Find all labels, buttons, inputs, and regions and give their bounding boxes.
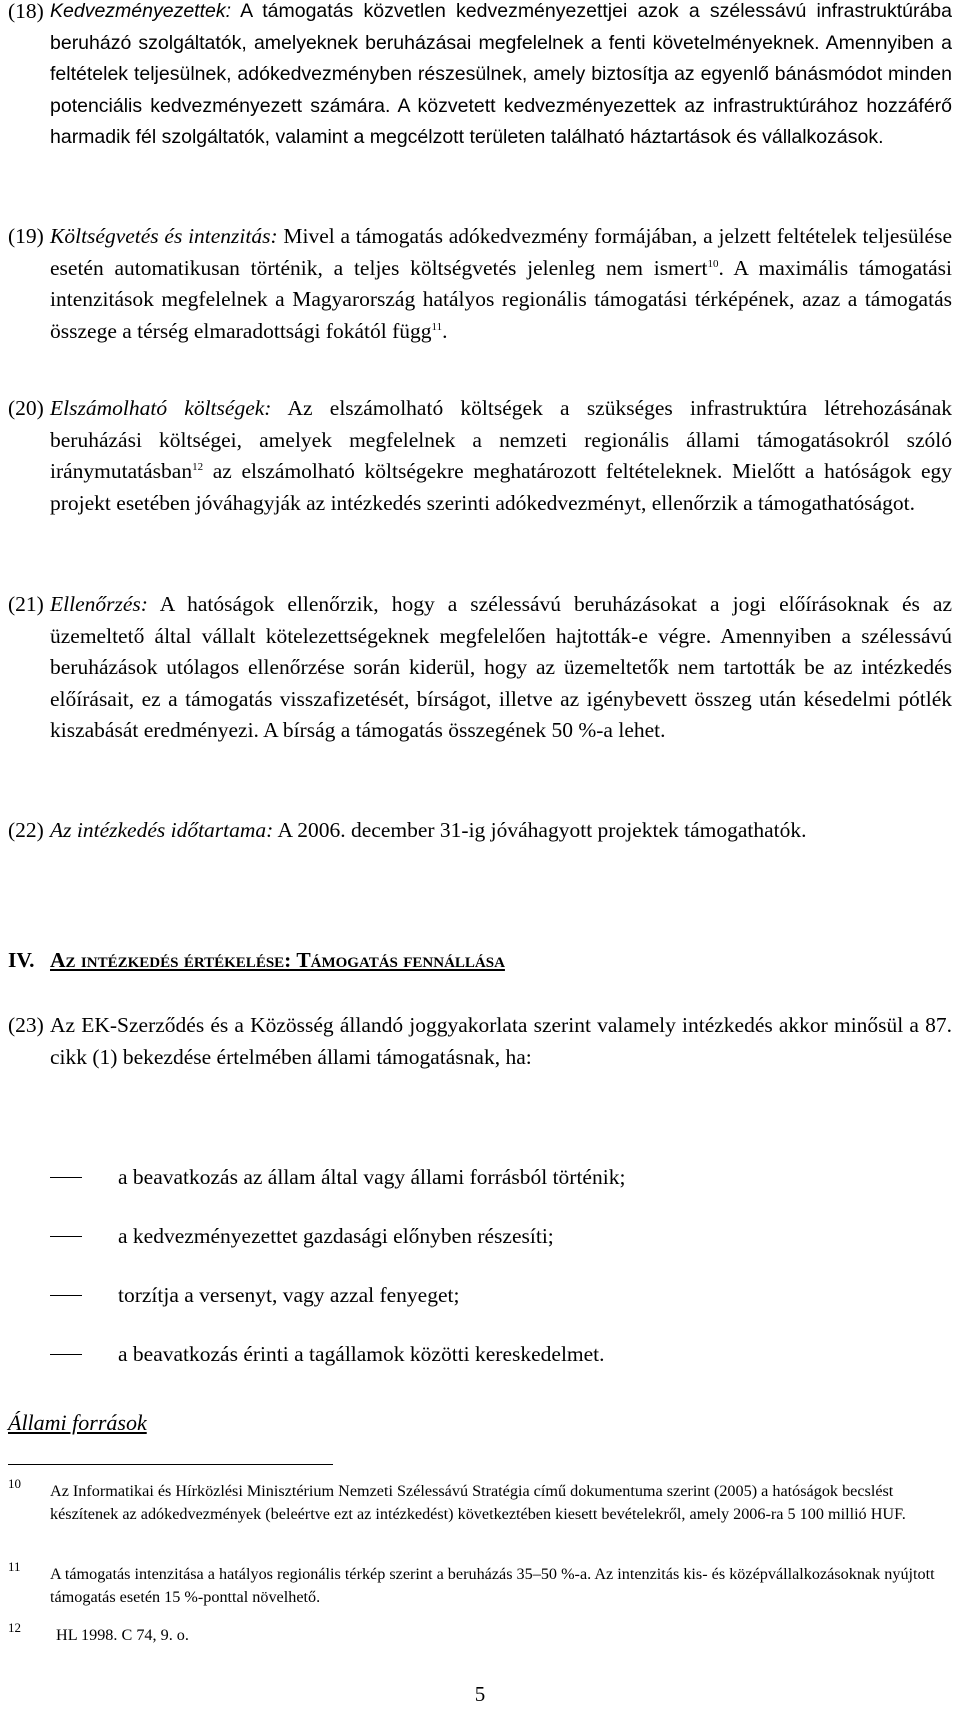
footnote-number: 11 xyxy=(8,1559,21,1574)
list-item-text: a kedvezményezettet gazdasági előnyben részesíti; xyxy=(118,1224,554,1248)
paragraph-23 xyxy=(8,1010,952,1073)
footnote-10 xyxy=(8,1476,952,1526)
paragraph-number: (20) xyxy=(8,396,44,420)
footnote-number: 12 xyxy=(8,1620,21,1635)
paragraph-text: A 2006. december 31-ig jóváhagyott projektek támogathatók. xyxy=(273,818,807,842)
list-item-text: a beavatkozás érinti a tagállamok közötti kereskedelmet. xyxy=(118,1342,605,1366)
paragraph-body xyxy=(50,0,952,154)
footnote-number: 10 xyxy=(8,1476,21,1491)
paragraph-number: (18) xyxy=(8,0,44,23)
list-item-text: torzítja a versenyt, vagy azzal fenyeget; xyxy=(118,1283,460,1307)
footnote-divider xyxy=(8,1464,333,1465)
footnote-ref[interactable]: 11 xyxy=(431,320,443,333)
subheading: Állami források xyxy=(8,1410,147,1435)
paragraph-text: . xyxy=(442,318,448,343)
footnote-ref[interactable]: 10 xyxy=(707,257,719,270)
list-item xyxy=(50,1325,930,1384)
criteria-list xyxy=(50,1148,930,1384)
dash-marker xyxy=(50,1236,82,1237)
paragraph-text: Mivel a támogatás adókedvezmény formájában, a jelzett feltételek teljesülése esetén automatikusan történik, a teljes költségvetés jelenleg nem ismert xyxy=(50,224,953,280)
paragraph-text: Az elszámolható költségek a szükséges infrastruktúra létrehozásának beruházási költségei, amelyek megfelelnek a nemzeti regionális állami támogatásokról szóló iránymutatásban xyxy=(50,396,952,483)
paragraph-number: (23) xyxy=(8,1013,44,1037)
footnote-text: HL 1998. C 74, 9. o. xyxy=(56,1626,189,1644)
paragraph-body: Az EK-Szerződés és a Közösség állandó joggyakorlata szerint valamely intézkedés akkor minősül a 87. cikk (1) bekezdése értelmében állami támogatásnak, ha: xyxy=(50,1013,952,1069)
dash-marker xyxy=(50,1295,82,1296)
dash-marker xyxy=(50,1354,82,1355)
paragraph-number: (22) xyxy=(8,818,44,842)
paragraph-term: Ellenőrzés: xyxy=(50,592,148,616)
list-item-text: a beavatkozás az állam által vagy állami forrásból történik; xyxy=(118,1165,626,1189)
paragraph-18 xyxy=(8,0,952,154)
paragraph-body xyxy=(50,589,952,747)
paragraph-term: Költségvetés és intenzitás: xyxy=(50,224,278,248)
paragraph-number: (19) xyxy=(8,224,44,248)
paragraph-body xyxy=(50,221,952,347)
paragraph-21 xyxy=(8,589,952,747)
paragraph-body xyxy=(50,815,952,847)
paragraph-text: A támogatás közvetlen kedvezményezettjei azok a szélessávú infrastruktúrába beruházó szolgáltatók, amelyeknek beruházásai megfelelnek a fenti követelményeknek. Amennyiben a feltételek teljesülnek, adókedvezményben részesülnek, amely biztosítja az egyenlő bánásmódot minden potenciális kedvezményezett számára. A közvetett kedvezményezettek az infrastruktúrához hozzáférő harmadik fél szolgáltatók, valamint a megcélzott területen található háztartások és vállalkozások. xyxy=(50,0,952,148)
paragraph-text: az elszámolható költségekre meghatározott feltételeknek. Mielőtt a hatóságok egy projekt esetében jóváhagyják az intézkedés szerinti adókedvezményt, ellenőrzik a támogathatóságot. xyxy=(50,459,952,515)
paragraph-term: Kedvezményezettek: xyxy=(50,0,232,22)
list-item xyxy=(50,1148,930,1207)
section-number: IV. xyxy=(8,948,35,972)
paragraph-19 xyxy=(8,221,952,347)
list-item xyxy=(50,1207,930,1266)
footnote-12 xyxy=(8,1620,952,1647)
paragraph-20 xyxy=(8,393,952,519)
footnote-11 xyxy=(8,1559,952,1609)
paragraph-text: . A maximális támogatási intenzitások megfelelnek a Magyarország hatályos regionális támogatási térképének, azaz a támogatás összege a térség elmaradottsági fokától függ xyxy=(50,255,952,343)
paragraph-term: Az intézkedés időtartama: xyxy=(50,818,274,842)
paragraph-number: (21) xyxy=(8,592,44,616)
paragraph-text: A hatóságok ellenőrzik, hogy a szélessávú beruházásokat a jogi előírásoknak és az üzemeltető által vállalt kötelezettségeknek megfelelően hajtották-e végre. Amennyiben a szélessávú beruházások utólagos ellenőrzése során kiderül, hogy az üzemeltetők nem tartották be az intézkedés előírásait, ez a támogatás visszafizetését, bírságot, illetve az igénybevett összeg után késedelmi pótlék kiszabását eredményezi. A bírság a támogatás összegének 50 %-a lehet. xyxy=(50,592,952,742)
footnote-ref[interactable]: 12 xyxy=(192,460,204,473)
paragraph-term: Elszámolható költségek: xyxy=(50,396,272,420)
section-heading xyxy=(8,948,505,973)
section-title: Az intézkedés értékelése: Támogatás fennállása xyxy=(50,948,505,972)
dash-marker xyxy=(50,1177,82,1178)
paragraph-22 xyxy=(8,815,952,847)
footnote-text: A támogatás intenzitása a hatályos regionális térkép szerint a beruházás 35–50 %-a. Az intenzitás kis- és középvállalkozásoknak nyújtott támogatás esetén 15 %-ponttal növelhető. xyxy=(50,1565,935,1606)
page-number: 5 xyxy=(474,1682,486,1706)
footnote-text: Az Informatikai és Hírközlési Minisztérium Nemzeti Szélessávú Stratégia című dokumentuma szerint (2005) a hatóságok becslést készítenek az adókedvezmények (beleértve ezt az intézkedést) következtében kiesett bevételekről, amely 2006-ra 5 100 millió HUF. xyxy=(50,1482,906,1523)
paragraph-body xyxy=(50,393,952,519)
list-item xyxy=(50,1266,930,1325)
